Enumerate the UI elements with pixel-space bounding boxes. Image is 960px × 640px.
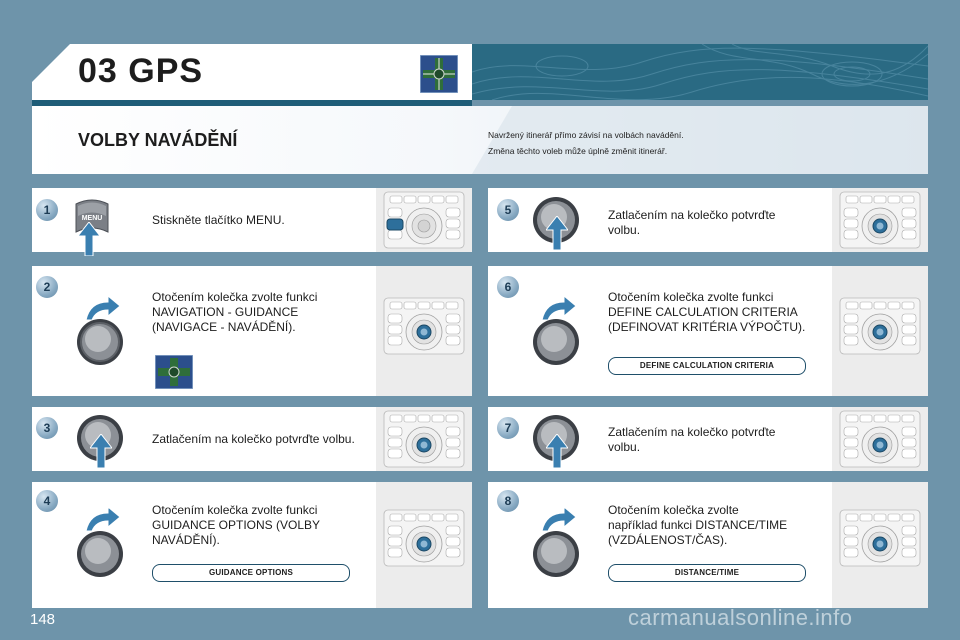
step-number-badge: 6 bbox=[496, 275, 520, 299]
step-text-line: Stiskněte tlačítko MENU. bbox=[152, 213, 285, 227]
step-text-line: (VZDÁLENOST/ČAS). bbox=[608, 533, 728, 547]
page-number: 148 bbox=[30, 611, 56, 628]
chapter-title: 03 GPS bbox=[78, 52, 204, 90]
rotary-knob-icon bbox=[76, 530, 124, 578]
menu-item-pill: DISTANCE/TIME bbox=[608, 564, 806, 582]
rotate-arrow-icon bbox=[84, 505, 122, 533]
step-text-line: NAVIGATION - GUIDANCE bbox=[152, 305, 299, 319]
radio-control-panel-icon bbox=[380, 508, 468, 568]
step-text-line: DEFINE CALCULATION CRITERIA bbox=[608, 305, 798, 319]
step-text-line: Zatlačením na kolečko potvrďte bbox=[608, 208, 776, 222]
step-text bbox=[608, 208, 775, 238]
step-text-line: Otočením kolečka zvolte bbox=[608, 503, 739, 517]
press-arrow-icon bbox=[90, 434, 112, 468]
step-text bbox=[608, 425, 775, 455]
step-text-line: Zatlačením na kolečko potvrďte volbu. bbox=[152, 432, 355, 446]
radio-control-panel-icon bbox=[380, 409, 468, 469]
rotary-knob-icon bbox=[532, 530, 580, 578]
press-arrow-icon bbox=[546, 216, 568, 250]
step-number-badge: 7 bbox=[496, 416, 520, 440]
step-text-line: Zatlačením na kolečko potvrďte bbox=[608, 425, 776, 439]
step-text-line: Otočením kolečka zvolte funkci bbox=[608, 290, 774, 304]
step-text-line: volbu. bbox=[608, 223, 641, 237]
step-text bbox=[608, 503, 787, 548]
press-arrow-icon bbox=[546, 434, 568, 468]
press-arrow-icon bbox=[78, 222, 100, 256]
radio-control-panel-icon bbox=[836, 296, 924, 356]
header-map-banner bbox=[472, 44, 928, 100]
radio-control-panel-icon bbox=[380, 190, 468, 250]
step-number-badge: 8 bbox=[496, 489, 520, 513]
step-text-line: například funkci DISTANCE/TIME bbox=[608, 518, 788, 532]
section-title: VOLBY NAVÁDĚNÍ bbox=[78, 130, 238, 150]
step-number-badge: 4 bbox=[35, 489, 59, 513]
step-text-line: volbu. bbox=[608, 440, 641, 454]
intro-line: Změna těchto voleb může úplně změnit itinerář. bbox=[488, 146, 668, 156]
navigation-cross-icon bbox=[420, 55, 458, 93]
watermark: carmanualsonline.info bbox=[628, 605, 853, 630]
rotary-knob-icon bbox=[76, 318, 124, 366]
step-text bbox=[152, 213, 285, 228]
step-text bbox=[152, 432, 355, 447]
step-text bbox=[152, 503, 320, 548]
step-text bbox=[152, 290, 317, 335]
intro-text bbox=[488, 127, 684, 159]
rotary-knob-icon bbox=[532, 318, 580, 366]
step-number-badge: 3 bbox=[35, 416, 59, 440]
radio-control-panel-icon bbox=[836, 409, 924, 469]
rotate-arrow-icon bbox=[540, 505, 578, 533]
menu-item-pill: DEFINE CALCULATION CRITERIA bbox=[608, 357, 806, 375]
step-text-line: (NAVIGACE - NAVÁDĚNÍ). bbox=[152, 320, 296, 334]
intro-line: Navržený itinerář přímo závisí na volbách navádění. bbox=[488, 130, 684, 140]
menu-item-pill: GUIDANCE OPTIONS bbox=[152, 564, 350, 582]
menu-button-label: MENU bbox=[81, 215, 103, 222]
topographic-map-pattern bbox=[472, 44, 928, 100]
step-text-line: (DEFINOVAT KRITÉRIA VÝPOČTU). bbox=[608, 320, 806, 334]
step-text-line: Otočením kolečka zvolte funkci bbox=[152, 290, 318, 304]
step-text-line: GUIDANCE OPTIONS (VOLBY bbox=[152, 518, 321, 532]
navigation-cross-icon bbox=[155, 355, 193, 389]
step-text bbox=[608, 290, 805, 335]
step-number-badge: 5 bbox=[496, 198, 520, 222]
step-text-line: Otočením kolečka zvolte funkci bbox=[152, 503, 318, 517]
radio-control-panel-icon bbox=[836, 508, 924, 568]
step-text-line: NAVÁDĚNÍ). bbox=[152, 533, 220, 547]
step-number-badge: 2 bbox=[35, 275, 59, 299]
radio-control-panel-icon bbox=[836, 190, 924, 250]
step-number-badge: 1 bbox=[35, 198, 59, 222]
radio-control-panel-icon bbox=[380, 296, 468, 356]
